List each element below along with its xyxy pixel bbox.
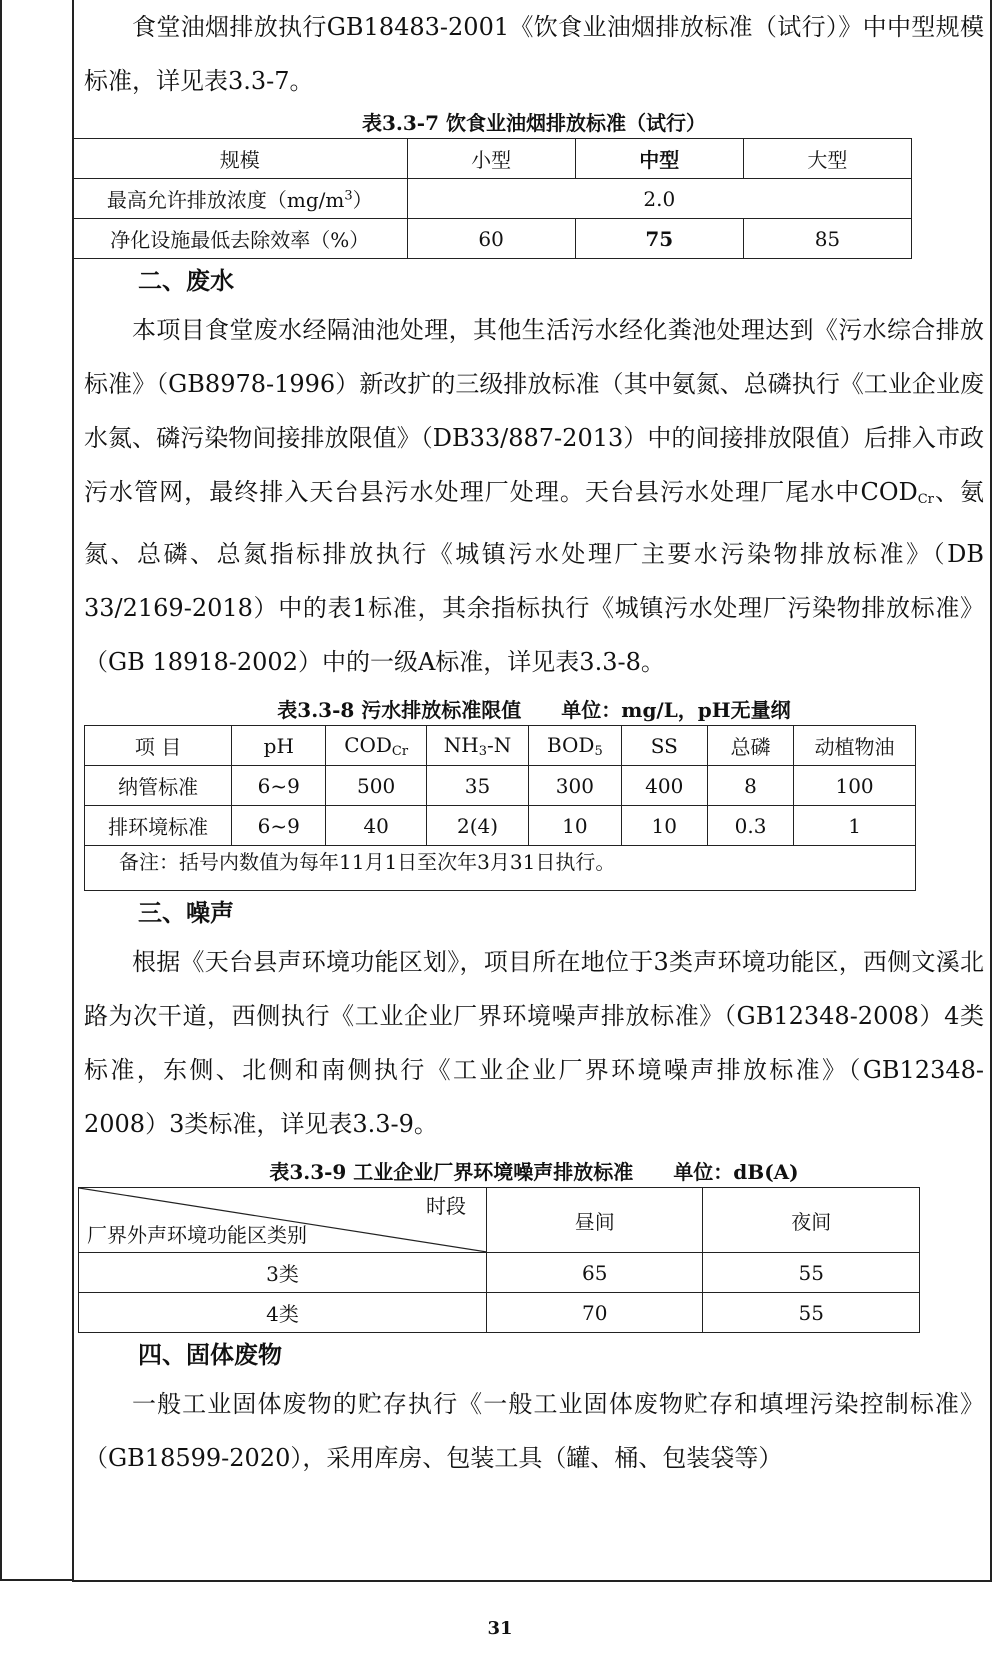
- table-3-3-8: [84, 725, 916, 891]
- table-cell: [326, 726, 426, 766]
- table-cell-text: NH: [443, 732, 479, 757]
- table-cell: 6~9: [232, 806, 326, 846]
- table-cell: 85: [743, 219, 911, 259]
- table-cell: 400: [621, 766, 707, 806]
- table-row: [73, 139, 912, 179]
- table-row: [79, 1253, 920, 1293]
- table-3-3-9: [78, 1187, 920, 1333]
- table-cell: SS: [621, 726, 707, 766]
- table-cell: 70: [486, 1293, 703, 1333]
- diagonal-bottom-label: 厂界外声环境功能区类别: [87, 1223, 307, 1247]
- superscript: 3: [344, 188, 353, 204]
- table-cell: 2(4): [426, 806, 528, 846]
- table-cell-text: 最高允许排放浓度（mg/m: [106, 188, 345, 212]
- table-cell: 6~9: [232, 766, 326, 806]
- document-body: [84, 0, 984, 1485]
- table-cell: [529, 726, 621, 766]
- table-cell: [426, 726, 528, 766]
- paragraph-text: 本项目食堂废水经隔油池处理，其他生活污水经化粪池处理达到《污水综合排放标准》（GB8978-1996）新改扩的三级排放标准（其中氨氮、总磷执行《工业企业废水氮、磷污染物间接排放限值》（DB33/887-2013）中的间接排放限值）后排入市政污水管网，最终排入天台县污水处理厂处理。天台县污水处理厂尾水中COD: [84, 316, 984, 506]
- table-cell-text: COD: [344, 732, 392, 757]
- paragraph-noise: 根据《天台县声环境功能区划》，项目所在地位于3类声环境功能区，西侧文溪北路为次干道，西侧执行《工业企业厂界环境噪声排放标准》（GB12348-2008）4类标准，东侧、北侧和南侧执行《工业企业厂界环境噪声排放标准》（GB12348-2008）3类标准，详见表3.3-9。: [84, 948, 984, 1138]
- table-cell: [73, 179, 408, 219]
- table-cell: 100: [794, 766, 916, 806]
- table-cell: 55: [703, 1293, 920, 1333]
- diagonal-top-label: 时段: [425, 1194, 466, 1218]
- table-cell: 规模: [73, 139, 408, 179]
- table-cell: 纳管标准: [85, 766, 232, 806]
- table-cell-text: BOD: [546, 732, 595, 757]
- subscript: 5: [594, 743, 603, 759]
- table-cell: 55: [703, 1253, 920, 1293]
- section-heading-wastewater: 二、废水: [138, 266, 234, 295]
- paragraph-text: 、氨氮、总磷、总氮指标排放执行《城镇污水处理厂主要水污染物排放标准》（DB 33/2169-2018）中的表1标准，其余指标执行《城镇污水处理厂污染物排放标准》（GB 18918-2002）中的一级A标准，详见表3.3-8。: [84, 478, 984, 676]
- table-cell: 夜间: [703, 1188, 920, 1253]
- table-cell: 35: [426, 766, 528, 806]
- table-3-3-8-caption: [84, 695, 984, 725]
- table-cell: 排环境标准: [85, 806, 232, 846]
- caption-text: 表3.3-8 污水排放标准限值: [277, 698, 522, 722]
- table-cell: 65: [486, 1253, 703, 1293]
- table-cell: 0.3: [707, 806, 793, 846]
- paragraph-solid-waste: 一般工业固体废物的贮存执行《一般工业固体废物贮存和填埋污染控制标准》（GB18599-2020），采用库房、包装工具（罐、桶、包装袋等）: [84, 1390, 984, 1472]
- table-cell: 4类: [79, 1293, 487, 1333]
- table-cell: 60: [407, 219, 575, 259]
- caption-unit: 单位：dB(A): [673, 1160, 799, 1184]
- table-cell: 3类: [79, 1253, 487, 1293]
- table-row: [79, 1293, 920, 1333]
- page-number: 31: [487, 1618, 513, 1639]
- left-margin-line: [0, 0, 2, 1580]
- table-cell-text: -N: [486, 732, 512, 757]
- caption-unit: 单位：mg/L，pH无量纲: [561, 698, 791, 722]
- subscript: 3: [478, 743, 487, 759]
- table-cell: 40: [326, 806, 426, 846]
- table-3-3-7: [72, 138, 912, 259]
- diagonal-header: [79, 1188, 486, 1252]
- subscript: Cr: [917, 492, 934, 507]
- paragraph-fume: 食堂油烟排放执行GB18483-2001《饮食业油烟排放标准（试行）》中中型规模标准，详见表3.3-7。: [84, 13, 984, 95]
- caption-text: 表3.3-9 工业企业厂界环境噪声排放标准: [269, 1160, 634, 1184]
- bottom-margin-line: [0, 1579, 74, 1581]
- table-row: [85, 846, 916, 891]
- table-row: [79, 1188, 920, 1253]
- table-cell: 75: [575, 219, 743, 259]
- table-cell: 500: [326, 766, 426, 806]
- table-cell: 大型: [743, 139, 911, 179]
- table-cell: 300: [529, 766, 621, 806]
- table-row: [85, 806, 916, 846]
- table-cell: 10: [621, 806, 707, 846]
- table-cell: 1: [794, 806, 916, 846]
- table-cell: 项 目: [85, 726, 232, 766]
- table-cell: 总磷: [707, 726, 793, 766]
- table-note: 备注：括号内数值为每年11月1日至次年3月31日执行。: [85, 846, 916, 891]
- table-row: [73, 179, 912, 219]
- table-cell-text: ）: [352, 188, 373, 212]
- table-row: [85, 766, 916, 806]
- table-cell: 10: [529, 806, 621, 846]
- table-cell: pH: [232, 726, 326, 766]
- table-3-3-9-caption: [84, 1157, 984, 1187]
- table-cell: 2.0: [407, 179, 911, 219]
- table-cell: 净化设施最低去除效率（%）: [73, 219, 408, 259]
- section-heading-solid-waste: 四、固体废物: [138, 1340, 282, 1369]
- section-heading-noise: 三、噪声: [138, 898, 234, 927]
- table-row: [73, 219, 912, 259]
- subscript: Cr: [391, 743, 409, 759]
- table-3-3-7-caption: 表3.3-7 饮食业油烟排放标准（试行）: [362, 111, 706, 135]
- table-cell: 小型: [407, 139, 575, 179]
- table-cell: 动植物油: [794, 726, 916, 766]
- paragraph-wastewater: [84, 303, 984, 689]
- table-cell: 8: [707, 766, 793, 806]
- table-cell: 昼间: [486, 1188, 703, 1253]
- diagonal-header-cell: [79, 1188, 487, 1253]
- table-row: [85, 726, 916, 766]
- table-cell: 中型: [575, 139, 743, 179]
